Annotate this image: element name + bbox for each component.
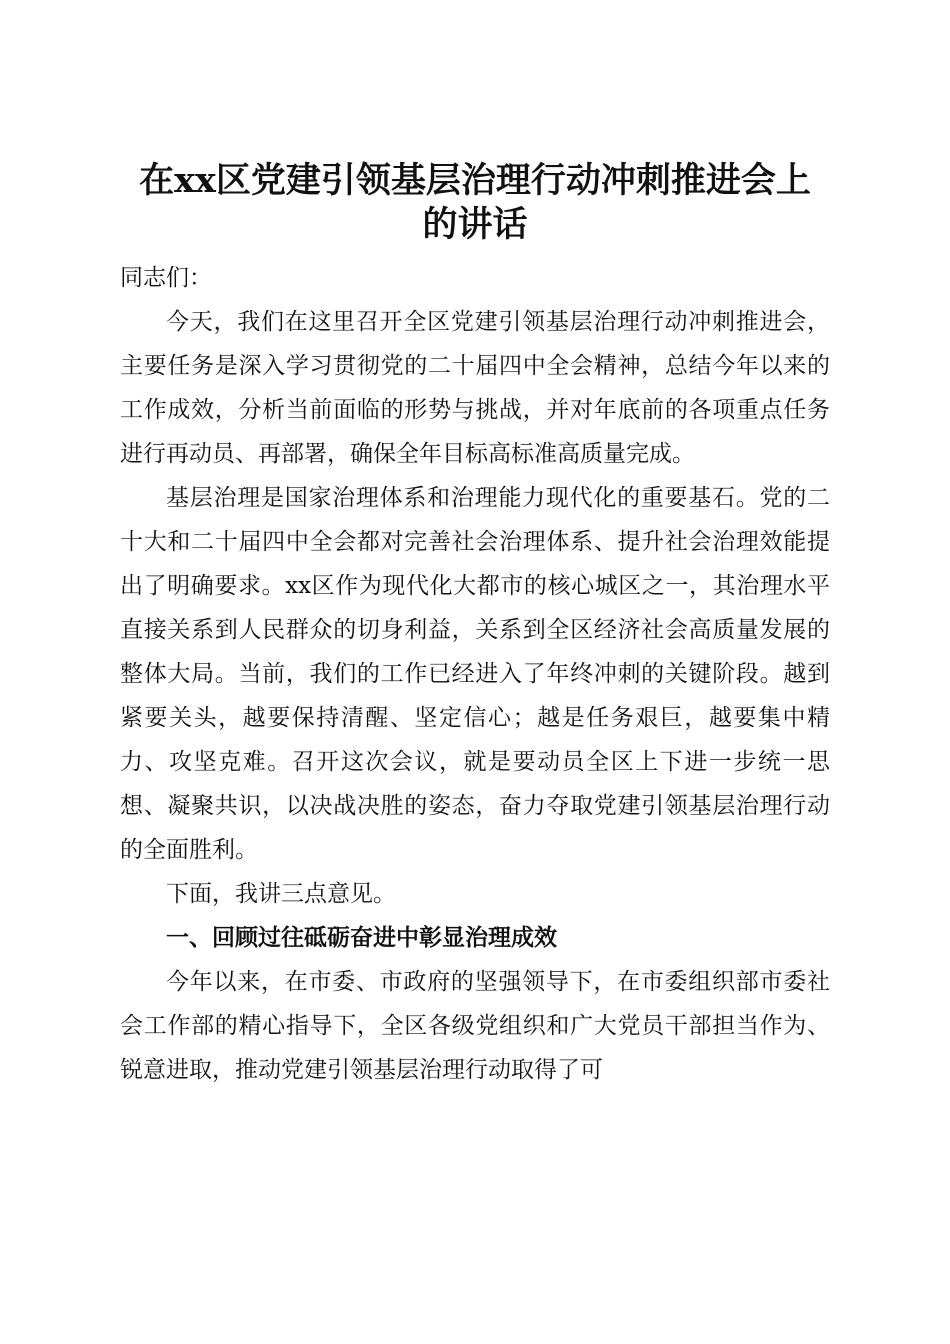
salutation: 同志们： [120,265,212,291]
paragraph-background: 基层治理是国家治理体系和治理能力现代化的重要基石。党的二十大和二十届四中全会都对完善社会治理体系、提升社会治理效能提出了明确要求。xx区作为现代化大都市的核心城区之一，其治理水平直接关系到人民群众的切身利益，关系到全区经济社会高质量发展的整体大局。当前，我们的工作已经进入了年终冲刺的关键阶段。越到紧要关头，越要保持清醒、坚定信心；越是任务艰巨，越要集中精力、攻坚克难。召开这次会议，就是要动员全区上下进一步统一思想、凝聚共识，以决战决胜的姿态，奋力夺取党建引领基层治理行动的全面胜利。 [120,485,830,863]
section-heading-1: 一、回顾过往砥砺奋进中彰显治理成效 [166,925,557,951]
title-line-1: 在xx区党建引领基层治理行动冲刺推进会上 [139,160,811,202]
title-line-2: 的讲话 [422,204,528,246]
document-body [120,256,830,1092]
paragraph-section-1: 今年以来，在市委、市政府的坚强领导下，在市委组织部市委社会工作部的精心指导下，全区各级党组织和广大党员干部担当作为、锐意进取，推动党建引领基层治理行动取得了可 [120,969,830,1083]
paragraph-transition: 下面，我讲三点意见。 [166,881,396,907]
paragraph-opening: 今天，我们在这里召开全区党建引领基层治理行动冲刺推进会，主要任务是深入学习贯彻党的二十届四中全会精神，总结今年以来的工作成效，分析当前面临的形势与挑战，并对年底前的各项重点任务进行再动员、再部署，确保全年目标高标准高质量完成。 [120,309,830,467]
document-title [100,159,850,247]
